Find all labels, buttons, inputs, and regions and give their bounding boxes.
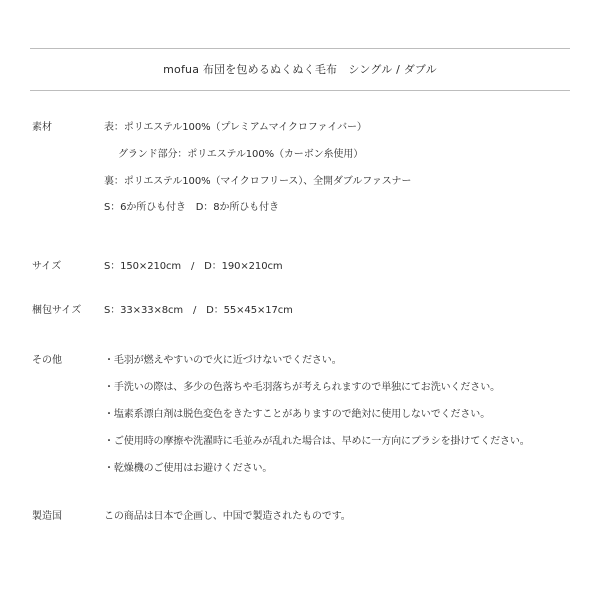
product-title: mofua 布団を包めるぬくぬく毛布 シングル / ダブル: [163, 63, 437, 76]
material-line: 表：ポリエステル100%（プレミアムマイクロファイバー）: [104, 122, 367, 133]
bottom-divider: [30, 90, 570, 91]
package-size-label: 梱包サイズ: [32, 305, 82, 316]
top-divider: [30, 48, 570, 49]
package-size-value: S：33×33×8cm / D：55×45×17cm: [104, 305, 293, 316]
care-note: ・ご使用時の摩擦や洗濯時に毛並みが乱れた場合は、早めに一方向にブラシを掛けてください。: [104, 436, 530, 447]
size-label: サイズ: [32, 261, 62, 272]
material-line: グランド部分：ポリエステル100%（カーボン糸使用）: [118, 149, 364, 160]
country-value: この商品は日本で企画し、中国で製造されたものです。: [104, 511, 351, 522]
care-note: ・乾燥機のご使用はお避けください。: [104, 463, 273, 474]
care-note: ・毛羽が燃えやすいので火に近づけないでください。: [104, 355, 342, 366]
material-line: S：6か所ひも付き D：8か所ひも付き: [104, 202, 279, 213]
material-label: 素材: [32, 122, 52, 133]
country-label: 製造国: [32, 511, 62, 522]
care-note: ・塩素系漂白剤は脱色変色をきたすことがありますので絶対に使用しないでください。: [104, 409, 491, 420]
size-value: S：150×210cm / D：190×210cm: [104, 261, 283, 272]
care-note: ・手洗いの際は、多少の色落ちや毛羽落ちが考えられますので単独にてお洗いください。: [104, 382, 500, 393]
material-line: 裏：ポリエステル100%（マイクロフリース）、全開ダブルファスナー: [104, 176, 412, 187]
other-label: その他: [32, 355, 62, 366]
